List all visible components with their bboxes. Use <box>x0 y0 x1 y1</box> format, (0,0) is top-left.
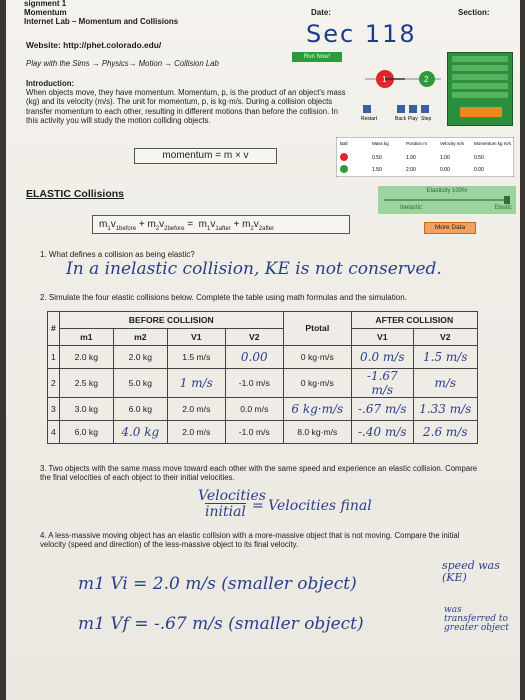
collision-table <box>47 311 478 444</box>
answer-4-note2: was transferred to greater object <box>444 605 509 633</box>
answer-4-line2: m1 Vf = -.67 m/s (smaller object) <box>78 614 364 634</box>
sim-r2-mass: 1.50 <box>372 167 382 173</box>
ctrl-back: Back <box>395 116 407 122</box>
sim-r1-vel: 1.00 <box>440 155 450 161</box>
question-1: 1. What defines a collision as being elastic? <box>40 250 195 259</box>
row2-m2: 5.0 kg <box>113 369 167 398</box>
row3-v1a: -.67 m/s <box>351 398 413 421</box>
answer-4-line1: m1 Vi = 2.0 m/s (smaller object) <box>78 574 357 594</box>
th-ptotal: Ptotal <box>283 312 351 346</box>
row3-m1: 3.0 kg <box>59 398 113 421</box>
row4-n: 4 <box>48 421 60 444</box>
sim-r1-mom: 0.50 <box>474 155 484 161</box>
inelastic-label: Inelastic <box>400 204 423 211</box>
row2-v2: -1.0 m/s <box>225 369 283 398</box>
answer-3-bottom: initial <box>205 504 246 520</box>
th-m1: m1 <box>59 329 113 346</box>
sim-th-2: Position m <box>406 141 428 146</box>
assignment-label: signment 1 <box>24 0 67 8</box>
ball-2-label: 2 <box>424 75 429 84</box>
th-v1: V1 <box>167 329 225 346</box>
sim-th-0: Ball <box>340 141 348 146</box>
row4-p: 8.0 kg·m/s <box>283 421 351 444</box>
table-row <box>48 369 478 398</box>
row4-v2: -1.0 m/s <box>225 421 283 444</box>
row3-v2: 0.0 m/s <box>225 398 283 421</box>
play-instructions: Play with the Sims → Physics→ Motion → Collision Lab <box>26 59 219 68</box>
sim-controls <box>359 103 447 123</box>
row2-n: 2 <box>48 369 60 398</box>
momentum-formula: momentum = m × v <box>134 148 277 164</box>
sim-data-table <box>336 137 514 177</box>
row1-n: 1 <box>48 346 60 369</box>
conservation-formula: $m_1v_{1before} + m_2v_{2before} = m_1v_{1after} + m_2v_{2after}$ <box>92 215 350 234</box>
ctrl-restart: Restart <box>361 116 378 122</box>
intro-heading: Introduction: <box>26 79 75 88</box>
answer-1: In a inelastic collision, KE is not conserved. <box>66 259 442 279</box>
elastic-collisions-heading: ELASTIC Collisions <box>26 188 125 200</box>
elasticity-track <box>384 199 510 201</box>
row3-m2: 6.0 kg <box>113 398 167 421</box>
ball-1-label: 1 <box>382 75 387 84</box>
th-num: # <box>48 312 60 346</box>
answer-4-note1: speed was (KE) <box>442 559 500 584</box>
row1-m2: 2.0 kg <box>113 346 167 369</box>
th-v2: V2 <box>225 329 283 346</box>
row1-v2a: 1.5 m/s <box>413 346 477 369</box>
row4-m1: 6.0 kg <box>59 421 113 444</box>
introduction <box>26 79 351 125</box>
row1-v2: 0.00 <box>225 346 283 369</box>
row2-v1a: -1.67 m/s <box>351 369 413 398</box>
row3-p: 6 kg·m/s <box>283 398 351 421</box>
sim-options-panel <box>447 52 513 126</box>
row2-v1: 1 m/s <box>167 369 225 398</box>
header-title-block <box>24 0 178 26</box>
question-4: 4. A less-massive moving object has an elastic collision with a more-massive object that is not moving. Compare the initial velocity (speed and direction) of the less-massive object to its final velocity. <box>40 531 460 550</box>
elastic-label: Elastic <box>494 204 512 211</box>
sim-r1-pos: 1.00 <box>406 155 416 161</box>
question-2: 2. Simulate the four elastic collisions below. Complete the table using math formulas and the simulation. <box>40 293 407 302</box>
answer-3-top: Velocities <box>198 488 266 504</box>
elasticity-slider-panel <box>378 186 516 214</box>
more-data-button[interactable]: More Data <box>424 222 476 234</box>
sim-th-4: Momentum kg m/s <box>474 141 512 146</box>
sim-th-3: Velocity m/s <box>440 141 465 146</box>
sim-th-1: Mass kg <box>372 141 389 146</box>
momentum-label: Momentum <box>24 7 67 17</box>
row4-m2: 4.0 kg <box>113 421 167 444</box>
table-row <box>48 346 478 369</box>
th-m2: m2 <box>113 329 167 346</box>
table-row <box>48 421 478 444</box>
sim-r1-mass: 0.50 <box>372 155 382 161</box>
row3-n: 3 <box>48 398 60 421</box>
row1-p: 0 kg·m/s <box>283 346 351 369</box>
date-label: Date: <box>311 8 332 17</box>
elasticity-label: Elasticity 100% <box>426 188 468 194</box>
th-v2-after: V2 <box>413 329 477 346</box>
elasticity-thumb[interactable] <box>504 196 510 204</box>
ctrl-step: Step <box>421 116 432 122</box>
row2-v2a: m/s <box>413 369 477 398</box>
answer-3-eq: = Velocities final <box>252 498 372 514</box>
lab-title: Internet Lab – Momentum and Collisions <box>24 16 179 26</box>
ctrl-play: Play <box>408 116 418 122</box>
row1-v1: 1.5 m/s <box>167 346 225 369</box>
section-label: Section: <box>458 8 490 17</box>
website-url: Website: http://phet.colorado.edu/ <box>26 40 162 50</box>
sim-r2-vel: 0.00 <box>440 167 450 173</box>
collision-sim-track <box>363 64 443 94</box>
table-row <box>48 398 478 421</box>
question-3: 3. Two objects with the same mass move toward each other with the same speed and experience an elastic collision. Compare the final velocities of each object to their initial velocities. <box>40 464 478 483</box>
run-now-button[interactable]: Run Now! <box>292 52 342 62</box>
row4-v1: 2.0 m/s <box>167 421 225 444</box>
section-handwritten: Sec 118 <box>306 20 417 48</box>
row2-m1: 2.5 kg <box>59 369 113 398</box>
row2-p: 0 kg·m/s <box>283 369 351 398</box>
row4-v1a: -.40 m/s <box>351 421 413 444</box>
row1-v1a: 0.0 m/s <box>351 346 413 369</box>
row1-m1: 2.0 kg <box>59 346 113 369</box>
row3-v1: 2.0 m/s <box>167 398 225 421</box>
intro-body: When objects move, they have momentum. Momentum, p, is the product of an object's mass (kg) and its velocity (m/s). The unit for momentum, p, is kg·m/s. During a collision objects transfer momentum to each other, resulting in different motions than before the collision. In this activity you will study the motion colliding objects. <box>26 88 346 125</box>
th-after: AFTER COLLISION <box>351 312 477 329</box>
sim-r2-pos: 2.00 <box>406 167 416 173</box>
th-v1-after: V1 <box>351 329 413 346</box>
sim-panel-button[interactable] <box>460 107 502 117</box>
row3-v2a: 1.33 m/s <box>413 398 477 421</box>
worksheet-page <box>6 0 520 700</box>
th-before: BEFORE COLLISION <box>59 312 283 329</box>
sim-r2-mom: 0.00 <box>474 167 484 173</box>
row4-v2a: 2.6 m/s <box>413 421 477 444</box>
